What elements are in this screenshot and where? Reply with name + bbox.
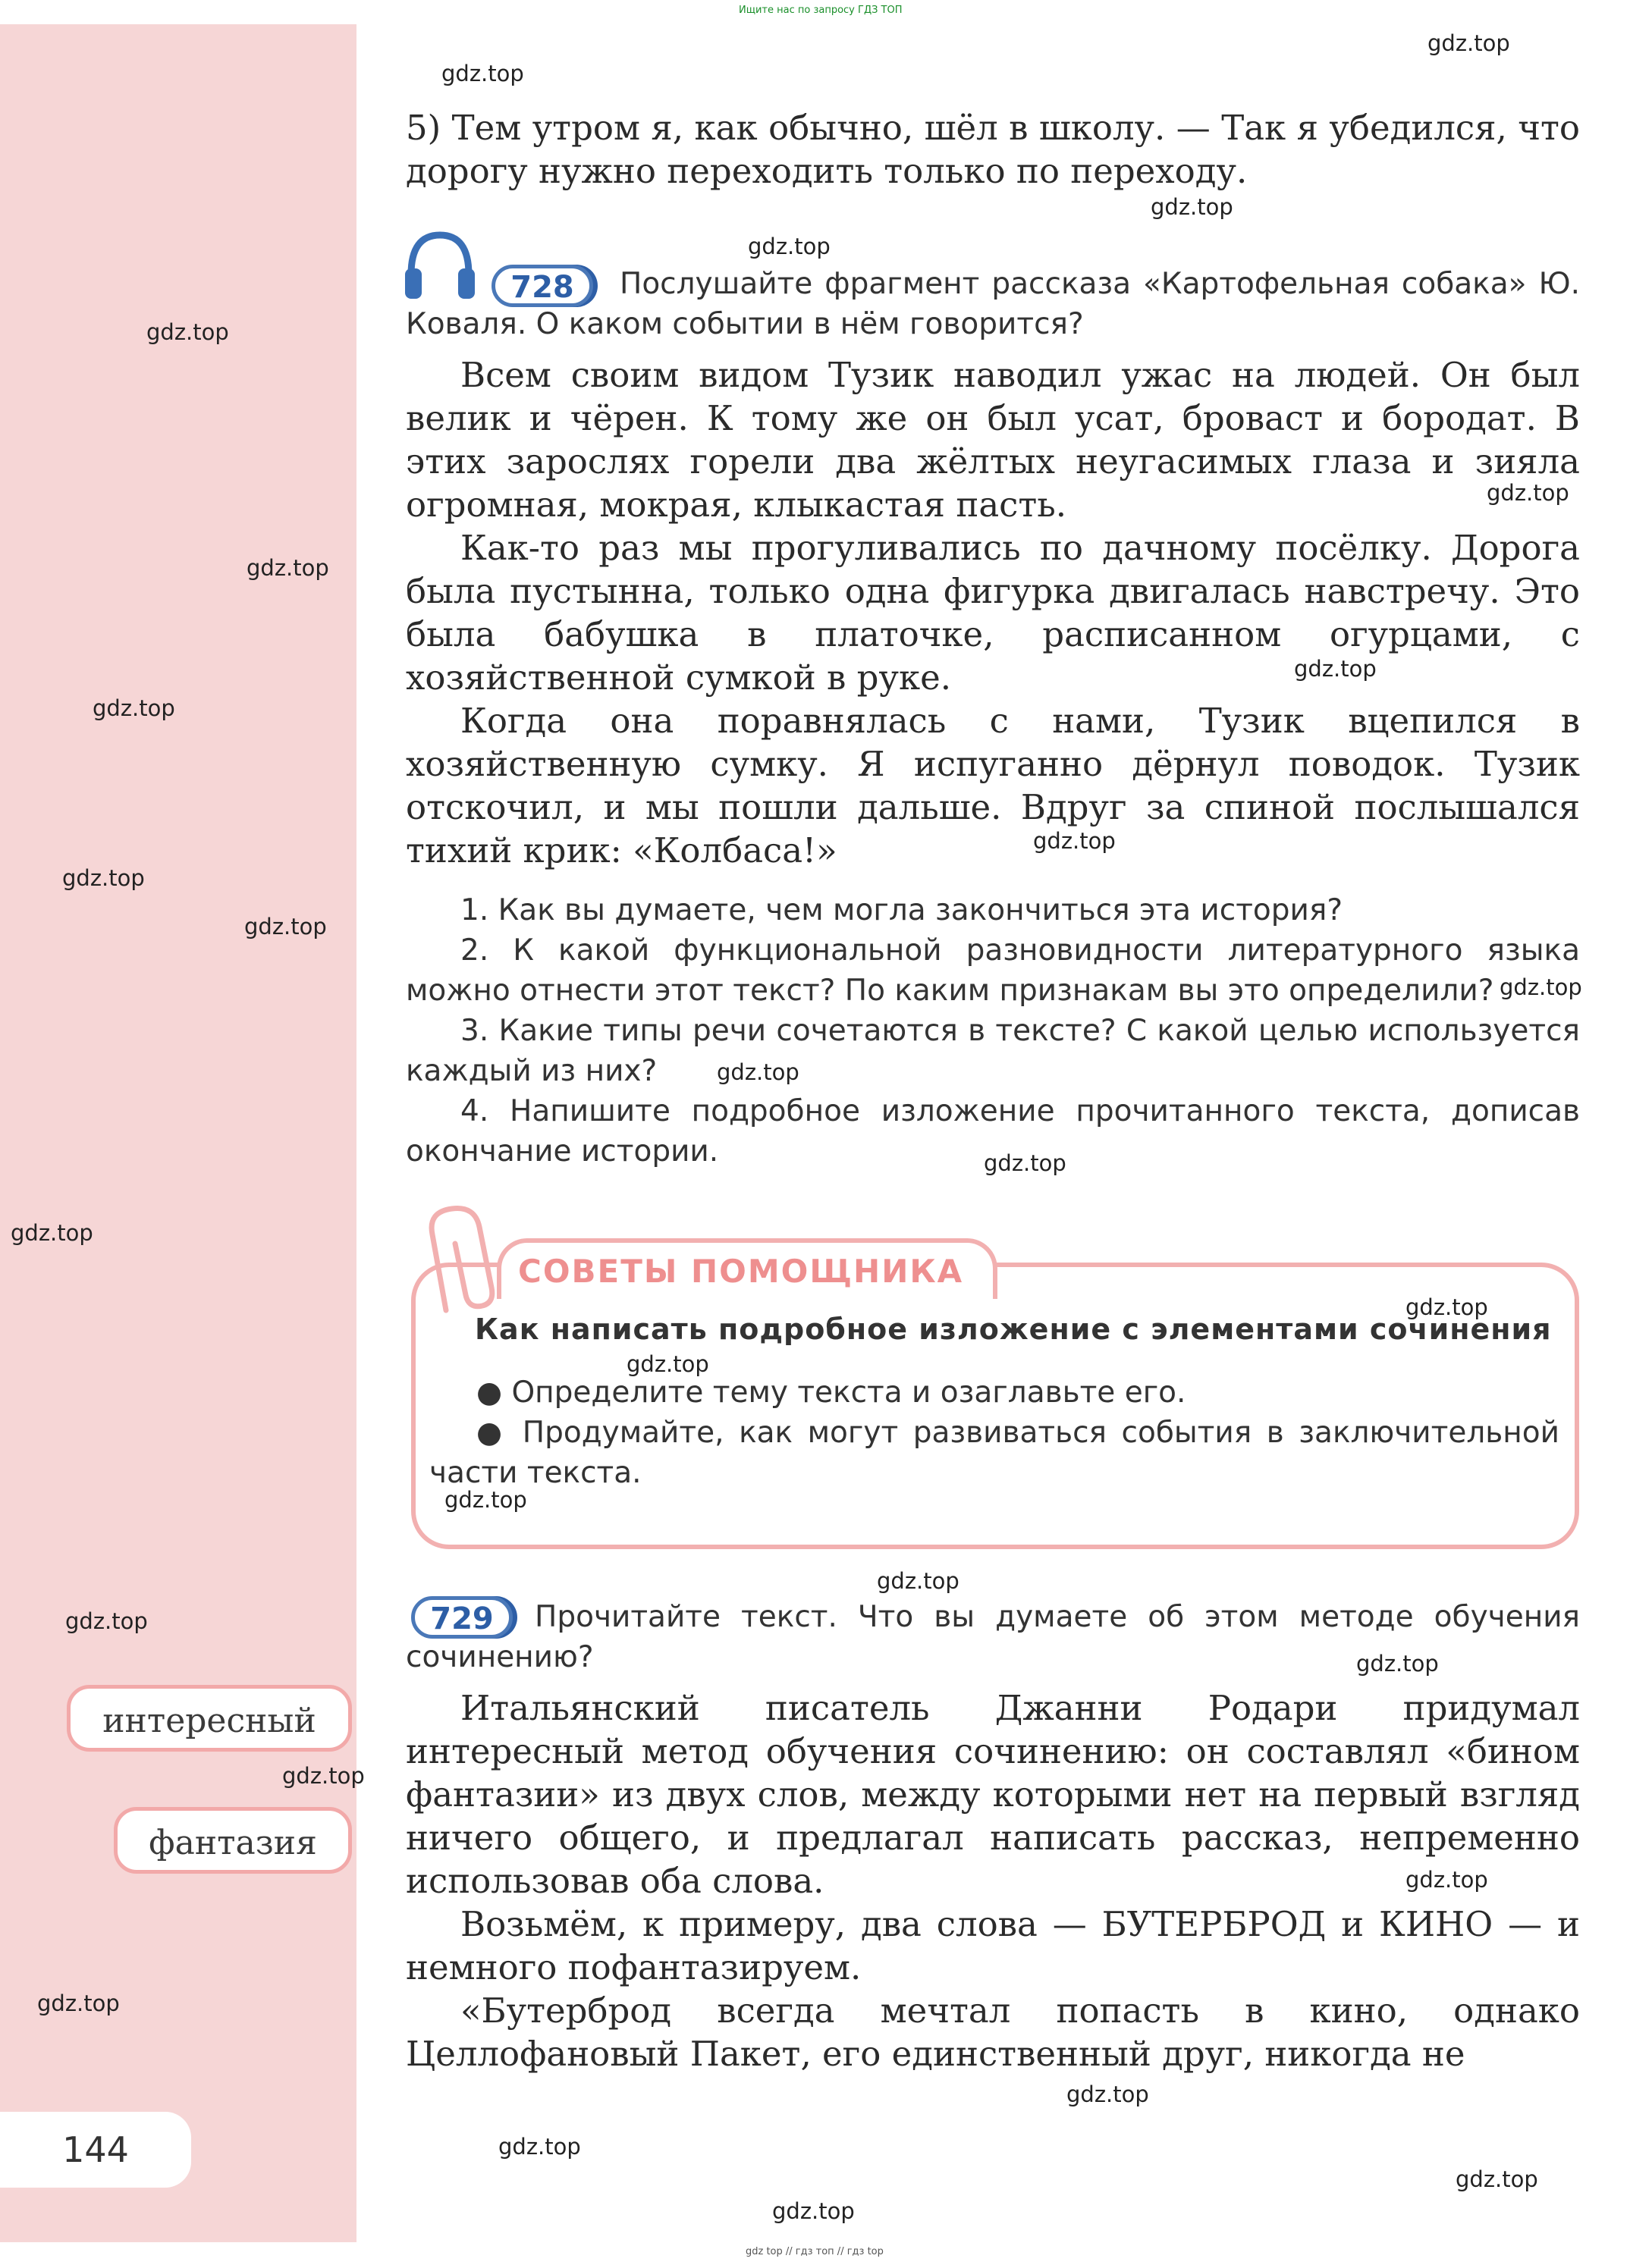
- watermark: gdz.top: [247, 555, 329, 581]
- helper-bullet-1: ● Определите тему текста и озаглавьте его.: [476, 1376, 1186, 1410]
- helper-bullet-2: ● Продумайте, как могут развиваться события в заключительной части текста.: [429, 1416, 1559, 1490]
- watermark: gdz.top: [717, 1059, 799, 1085]
- watermark: gdz.top: [627, 1351, 709, 1377]
- watermark: gdz.top: [444, 1487, 527, 1513]
- watermark: gdz.top: [1405, 1867, 1488, 1893]
- watermark: gdz.top: [1033, 828, 1116, 854]
- ex729-paragraph-1: Итальянский писатель Джанни Родари придумал интересный метод обучения сочинению: он составлял «бином фантазии» из двух слов, между которыми нет на первый взгляд ничего общего, и предлагал написать рассказ, непременно использовав оба слова.: [406, 1688, 1580, 1901]
- ex728-question-2: 2. К какой функциональной разновидности литературного языка можно отнести этот текст? По каким признакам вы это определили?: [406, 933, 1580, 1008]
- watermark: gdz.top: [11, 1220, 93, 1246]
- helper-subtitle: Как написать подробное изложение с элементами сочинения: [475, 1313, 1552, 1346]
- sidebar-word-1: интересный: [67, 1685, 352, 1752]
- watermark: gdz.top: [146, 319, 229, 345]
- watermark: gdz.top: [772, 2198, 855, 2224]
- watermark: gdz.top: [65, 1608, 148, 1634]
- watermark: gdz.top: [498, 2134, 581, 2160]
- watermark: gdz.top: [748, 234, 831, 259]
- sidebar-word-2: фантазия: [114, 1807, 352, 1874]
- paperclip-icon: [422, 1204, 505, 1318]
- watermark: gdz.top: [984, 1150, 1066, 1176]
- ex728-question-3: 3. Какие типы речи сочетаются в тексте? С какой целью используется каждый из них?: [406, 1014, 1580, 1088]
- ex728-question-1: 1. Как вы думаете, чем могла закончиться эта история?: [460, 893, 1343, 927]
- watermark: gdz.top: [93, 695, 175, 721]
- ex729-paragraph-2: Возьмём, к примеру, два слова — БУТЕРБРОД и КИНО — и немного пофантазируем.: [406, 1904, 1580, 1987]
- watermark: gdz.top: [37, 1990, 120, 2016]
- page-number: 144: [62, 2129, 129, 2170]
- watermark: gdz.top: [1356, 1651, 1439, 1677]
- exercise-728-task: Послушайте фрагмент рассказа «Картофельная собака» Ю. Коваля. О каком событии в нём говорится?: [406, 267, 1580, 341]
- prev-exercise-line: 5) Тем утром я, как обычно, шёл в школу. — Так я убедился, что дорогу нужно переходить только по переходу.: [406, 108, 1580, 191]
- exercise-729-task: Прочитайте текст. Что вы думаете об этом методе обучения сочинению?: [406, 1600, 1580, 1674]
- watermark: gdz.top: [441, 61, 524, 86]
- ex728-paragraph-3: Когда она поравнялась с нами, Тузик вцепился в хозяйственную сумку. Я испуганно дёрнул поводок. Тузик отскочил, и мы пошли дальше. Вдруг за спиной послышался тихий крик: «Колбаса!»: [406, 701, 1580, 870]
- bullet-icon: ●: [476, 1376, 512, 1410]
- exercise-number-728: 728: [492, 265, 593, 307]
- watermark: gdz.top: [877, 1568, 959, 1594]
- top-note: Ищите нас по запросу ГДЗ ТОП: [739, 5, 903, 16]
- left-sidebar: [0, 24, 356, 2242]
- watermark: gdz.top: [1405, 1294, 1488, 1320]
- ex728-question-4: 4. Напишите подробное изложение прочитанного текста, дописав окончание истории.: [406, 1094, 1580, 1169]
- helper-title: СОВЕТЫ ПОМОЩНИКА: [518, 1253, 964, 1290]
- watermark: gdz.top: [1487, 480, 1569, 506]
- ex728-paragraph-2: Как-то раз мы прогуливались по дачному посёлку. Дорога была пустынна, только одна фигурка двигалась навстречу. Это была бабушка в платочке, расписанном огурцами, с хозяйственной сумкой в руке.: [406, 528, 1580, 698]
- watermark: gdz.top: [1456, 2166, 1538, 2192]
- watermark: gdz.top: [1294, 656, 1377, 682]
- ex729-paragraph-3: «Бутерброд всегда мечтал попасть в кино, однако Целлофановый Пакет, его единственный друг, никогда не: [406, 1990, 1580, 2074]
- watermark: gdz.top: [1427, 30, 1510, 56]
- ex728-paragraph-1: Всем своим видом Тузик наводил ужас на людей. Он был велик и чёрен. К тому же он был усат, броваст и бородат. В этих зарослях горели два жёлтых неугасимых глаза и зияла огромная, мокрая, клыкастая пасть.: [406, 355, 1580, 525]
- bottom-note: gdz top // гдз топ // гдз top: [746, 2246, 884, 2257]
- watermark: gdz.top: [1151, 194, 1233, 220]
- watermark: gdz.top: [62, 865, 145, 891]
- watermark: gdz.top: [282, 1763, 365, 1789]
- watermark: gdz.top: [1500, 974, 1582, 1000]
- bullet-icon: ●: [476, 1416, 523, 1450]
- watermark: gdz.top: [244, 914, 327, 940]
- watermark: gdz.top: [1066, 2081, 1149, 2107]
- exercise-number-729: 729: [411, 1596, 513, 1639]
